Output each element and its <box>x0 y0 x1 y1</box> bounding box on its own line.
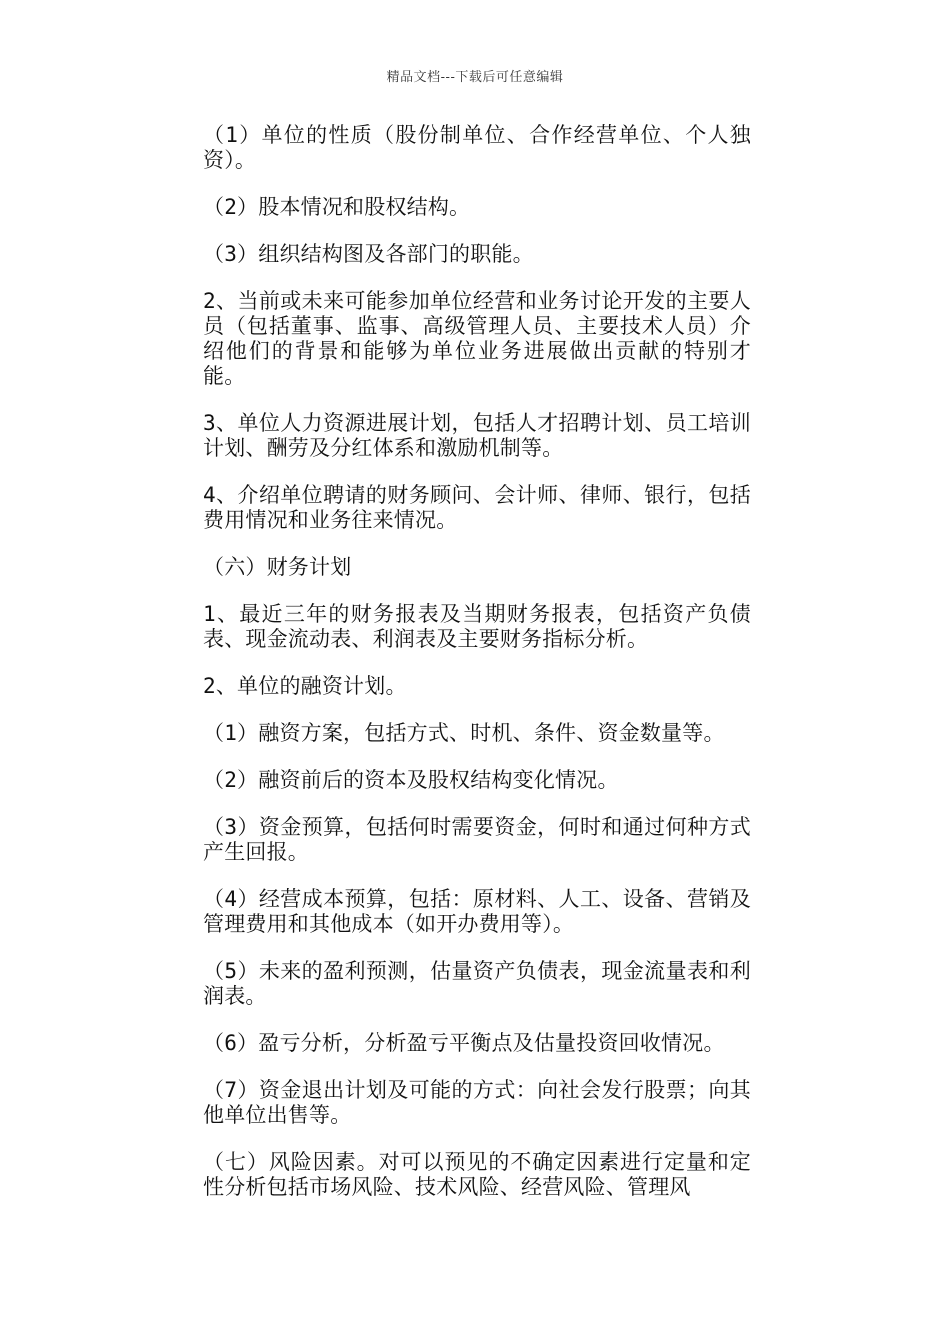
paragraph-profit-forecast: （5）未来的盈利预测，估量资产负债表，现金流量表和利润表。 <box>203 959 751 1008</box>
paragraph-advisors: 4、介绍单位聘请的财务顾问、会计师、律师、银行，包括费用情况和业务往来情况。 <box>203 483 751 532</box>
paragraph-hr-plan: 3、单位人力资源进展计划，包括人才招聘计划、员工培训计划、酬劳及分红体系和激励机制等。 <box>203 411 751 460</box>
paragraph-exit-plan: （7）资金退出计划及可能的方式：向社会发行股票；向其他单位出售等。 <box>203 1078 751 1127</box>
page-header: 精品文档---下载后可任意编辑 <box>386 70 564 85</box>
paragraph-unit-nature: （1）单位的性质（股份制单位、合作经营单位、个人独资）。 <box>203 123 751 172</box>
paragraph-operating-cost-budget: （4）经营成本预算，包括：原材料、人工、设备、营销及管理费用和其他成本（如开办费用等）。 <box>203 887 751 936</box>
paragraph-financial-statements: 1、最近三年的财务报表及当期财务报表，包括资产负债表、现金流动表、利润表及主要财务指标分析。 <box>203 602 751 651</box>
paragraph-share-capital: （2）股本情况和股权结构。 <box>203 195 471 219</box>
paragraph-financing-plan: 2、单位的融资计划。 <box>203 674 407 698</box>
paragraph-key-personnel: 2、当前或未来可能参加单位经营和业务讨论开发的主要人员（包括董事、监事、高级管理人员、主要技术人员）介绍他们的背景和能够为单位业务进展做出贡献的特别才能。 <box>203 289 751 388</box>
paragraph-financing-scheme: （1）融资方案，包括方式、时机、条件、资金数量等。 <box>203 721 725 745</box>
document-body <box>203 123 751 1222</box>
paragraph-breakeven-analysis: （6）盈亏分析，分析盈亏平衡点及估量投资回收情况。 <box>203 1031 725 1055</box>
paragraph-capital-structure-change: （2）融资前后的资本及股权结构变化情况。 <box>203 768 619 792</box>
section-heading-financial-plan: （六）财务计划 <box>203 555 352 579</box>
paragraph-org-chart: （3）组织结构图及各部门的职能。 <box>203 242 534 266</box>
paragraph-fund-budget: （3）资金预算，包括何时需要资金，何时和通过何种方式产生回报。 <box>203 815 751 864</box>
paragraph-risk-factors: （七）风险因素。对可以预见的不确定因素进行定量和定性分析包括市场风险、技术风险、经营风险、管理风 <box>203 1150 751 1199</box>
